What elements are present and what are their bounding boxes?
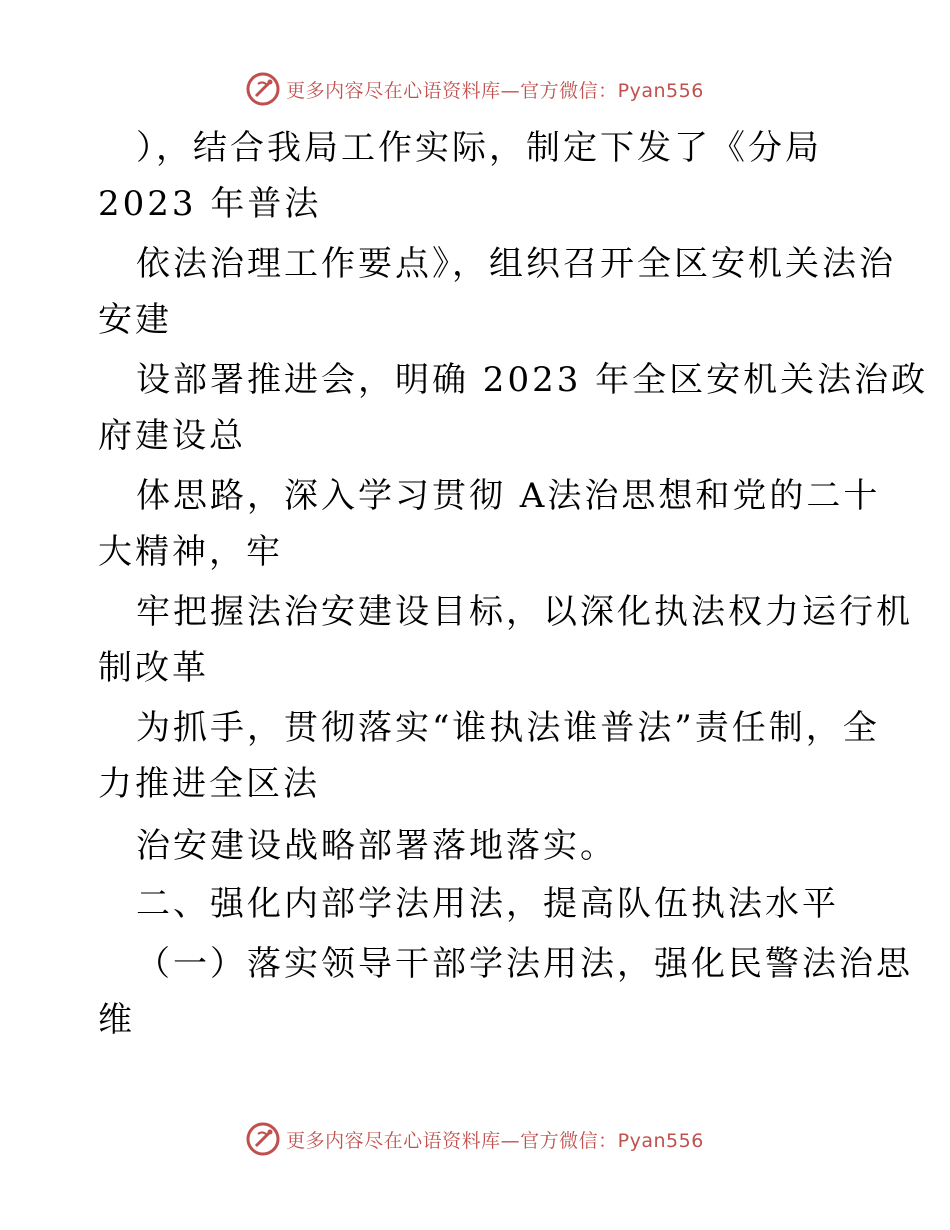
text-line-16: 维 — [98, 1000, 135, 1040]
watermark-text: 更多内容尽在心语资料库—官方微信：Pyan556 — [286, 79, 704, 102]
text-line-6: 府建设总 — [98, 416, 246, 456]
text-line-11: 为抓手，贯彻落实“谁执法谁普法”责任制，全 — [136, 708, 880, 748]
text-line-9: 牢把握法治安建设目标，以深化执法权力运行机 — [136, 592, 913, 632]
text-line-4: 安建 — [98, 300, 172, 340]
watermark-logo-icon — [246, 1122, 280, 1156]
text-line-5: 设部署推进会，明确 2023 年全区安机关法治政 — [136, 360, 929, 400]
text-line-13: 治安建设战略部署落地落实。 — [136, 826, 617, 866]
text-line-3: 依法治理工作要点》，组织召开全区安机关法治 — [136, 244, 896, 284]
text-line-10: 制改革 — [98, 648, 209, 688]
subsection-heading: （一）落实领导干部学法用法，强化民警法治思 — [136, 944, 913, 984]
text-line-1: ），结合我局工作实际，制定下发了《分局 — [136, 128, 822, 168]
section-heading: 二、强化内部学法用法，提高队伍执法水平 — [136, 884, 839, 924]
text-line-12: 力推进全区法 — [98, 764, 320, 804]
watermark-text: 更多内容尽在心语资料库—官方微信：Pyan556 — [286, 1129, 704, 1152]
text-line-7: 体思路，深入学习贯彻 A法治思想和党的二十 — [136, 476, 881, 516]
footer-watermark — [0, 1122, 950, 1156]
text-line-8: 大精神，牢 — [98, 532, 283, 572]
watermark-logo-icon — [246, 72, 280, 106]
header-watermark — [0, 72, 950, 106]
text-line-2: 2023 年普法 — [98, 184, 322, 224]
